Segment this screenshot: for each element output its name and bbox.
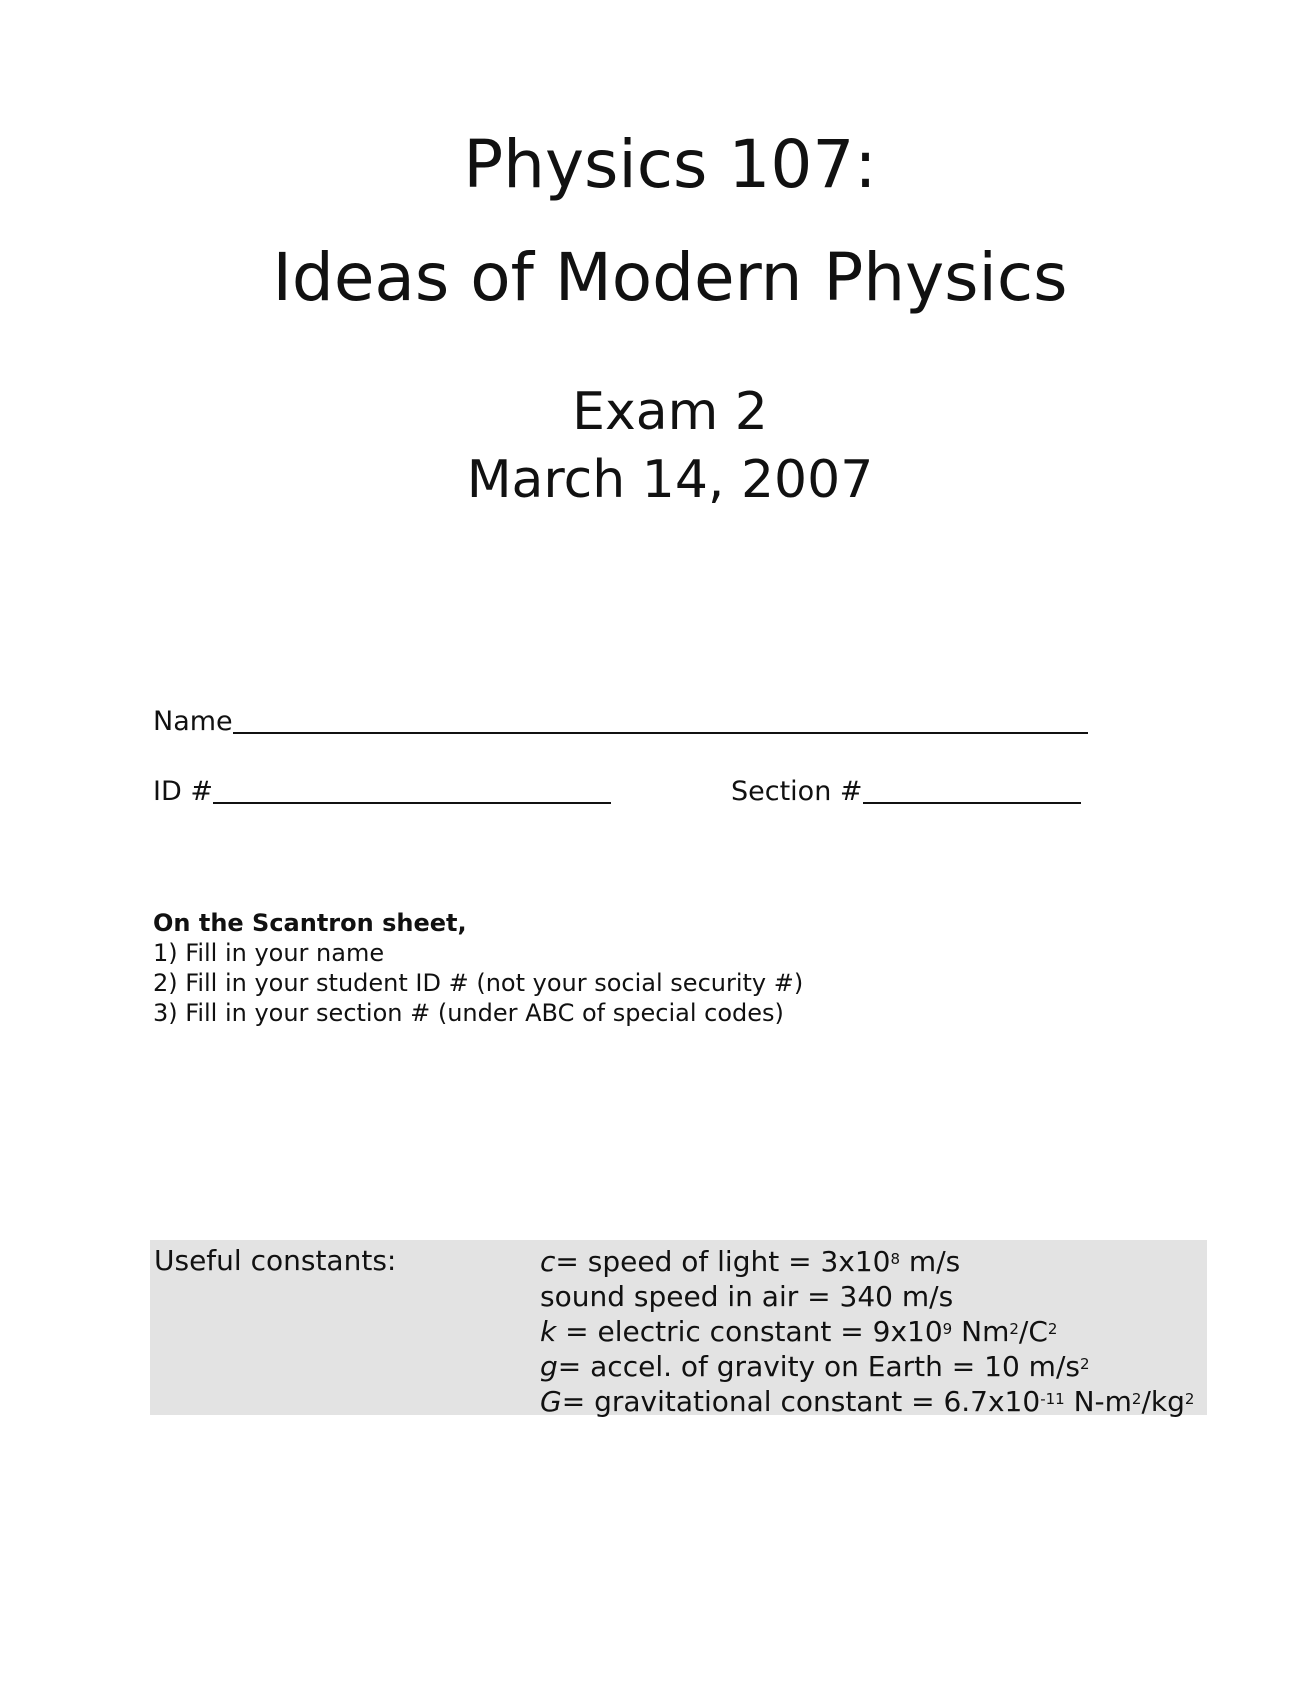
name-label: Name bbox=[153, 706, 233, 737]
constants-list bbox=[540, 1244, 1194, 1419]
id-label: ID # bbox=[153, 776, 213, 807]
constant-unit: m/s bbox=[900, 1245, 961, 1278]
course-title: Physics 107: bbox=[463, 126, 877, 203]
section-label: Section # bbox=[731, 776, 863, 807]
constant-exponent: -11 bbox=[1040, 1390, 1065, 1408]
constant-item bbox=[540, 1349, 1194, 1384]
section-field[interactable] bbox=[731, 772, 1081, 807]
constant-text: = speed of light = 3x10 bbox=[555, 1245, 891, 1278]
name-blank[interactable] bbox=[233, 706, 1088, 734]
course-subtitle: Ideas of Modern Physics bbox=[272, 239, 1068, 316]
constant-exponent: 2 bbox=[1184, 1390, 1195, 1408]
constant-exponent: 9 bbox=[942, 1320, 953, 1338]
constant-text: = accel. of gravity on Earth = 10 m/s bbox=[557, 1350, 1080, 1383]
id-blank[interactable] bbox=[213, 776, 611, 804]
constant-text: sound speed in air = 340 m/s bbox=[540, 1280, 954, 1313]
instructions bbox=[153, 908, 803, 1028]
constant-exponent: 2 bbox=[1131, 1390, 1142, 1408]
constant-exponent: 8 bbox=[890, 1250, 901, 1268]
title-block bbox=[0, 108, 1306, 334]
section-blank[interactable] bbox=[863, 776, 1081, 804]
id-field[interactable] bbox=[153, 772, 611, 807]
constant-exponent: 2 bbox=[1079, 1355, 1090, 1373]
constant-exponent: 2 bbox=[1009, 1320, 1019, 1338]
name-field[interactable] bbox=[153, 702, 1088, 737]
instruction-item: 3) Fill in your section # (under ABC of special codes) bbox=[153, 999, 784, 1027]
constants-label: Useful constants: bbox=[154, 1244, 397, 1277]
instruction-item: 1) Fill in your name bbox=[153, 939, 385, 967]
exam-block bbox=[0, 378, 1306, 514]
instructions-heading: On the Scantron sheet, bbox=[153, 909, 467, 937]
constant-text: = electric constant = 9x10 bbox=[556, 1315, 943, 1348]
constant-symbol: g bbox=[540, 1350, 558, 1383]
exam-date: March 14, 2007 bbox=[466, 450, 874, 510]
constant-text: = gravitational constant = 6.7x10 bbox=[561, 1385, 1041, 1418]
constant-unit: N-m bbox=[1064, 1385, 1132, 1418]
exam-name: Exam 2 bbox=[572, 382, 768, 442]
instruction-item: 2) Fill in your student ID # (not your social security #) bbox=[153, 969, 804, 997]
constant-unit: /C bbox=[1018, 1315, 1048, 1348]
constants-box bbox=[150, 1240, 1207, 1418]
constant-item bbox=[540, 1314, 1194, 1349]
constant-symbol: c bbox=[540, 1245, 556, 1278]
constant-unit: /kg bbox=[1141, 1385, 1185, 1418]
constant-symbol: k bbox=[540, 1315, 557, 1348]
constant-exponent: 2 bbox=[1047, 1320, 1058, 1338]
constant-item bbox=[540, 1384, 1194, 1419]
constant-unit: Nm bbox=[952, 1315, 1010, 1348]
constant-symbol: G bbox=[540, 1385, 562, 1418]
constant-item bbox=[540, 1279, 1194, 1314]
constant-item bbox=[540, 1244, 1194, 1279]
